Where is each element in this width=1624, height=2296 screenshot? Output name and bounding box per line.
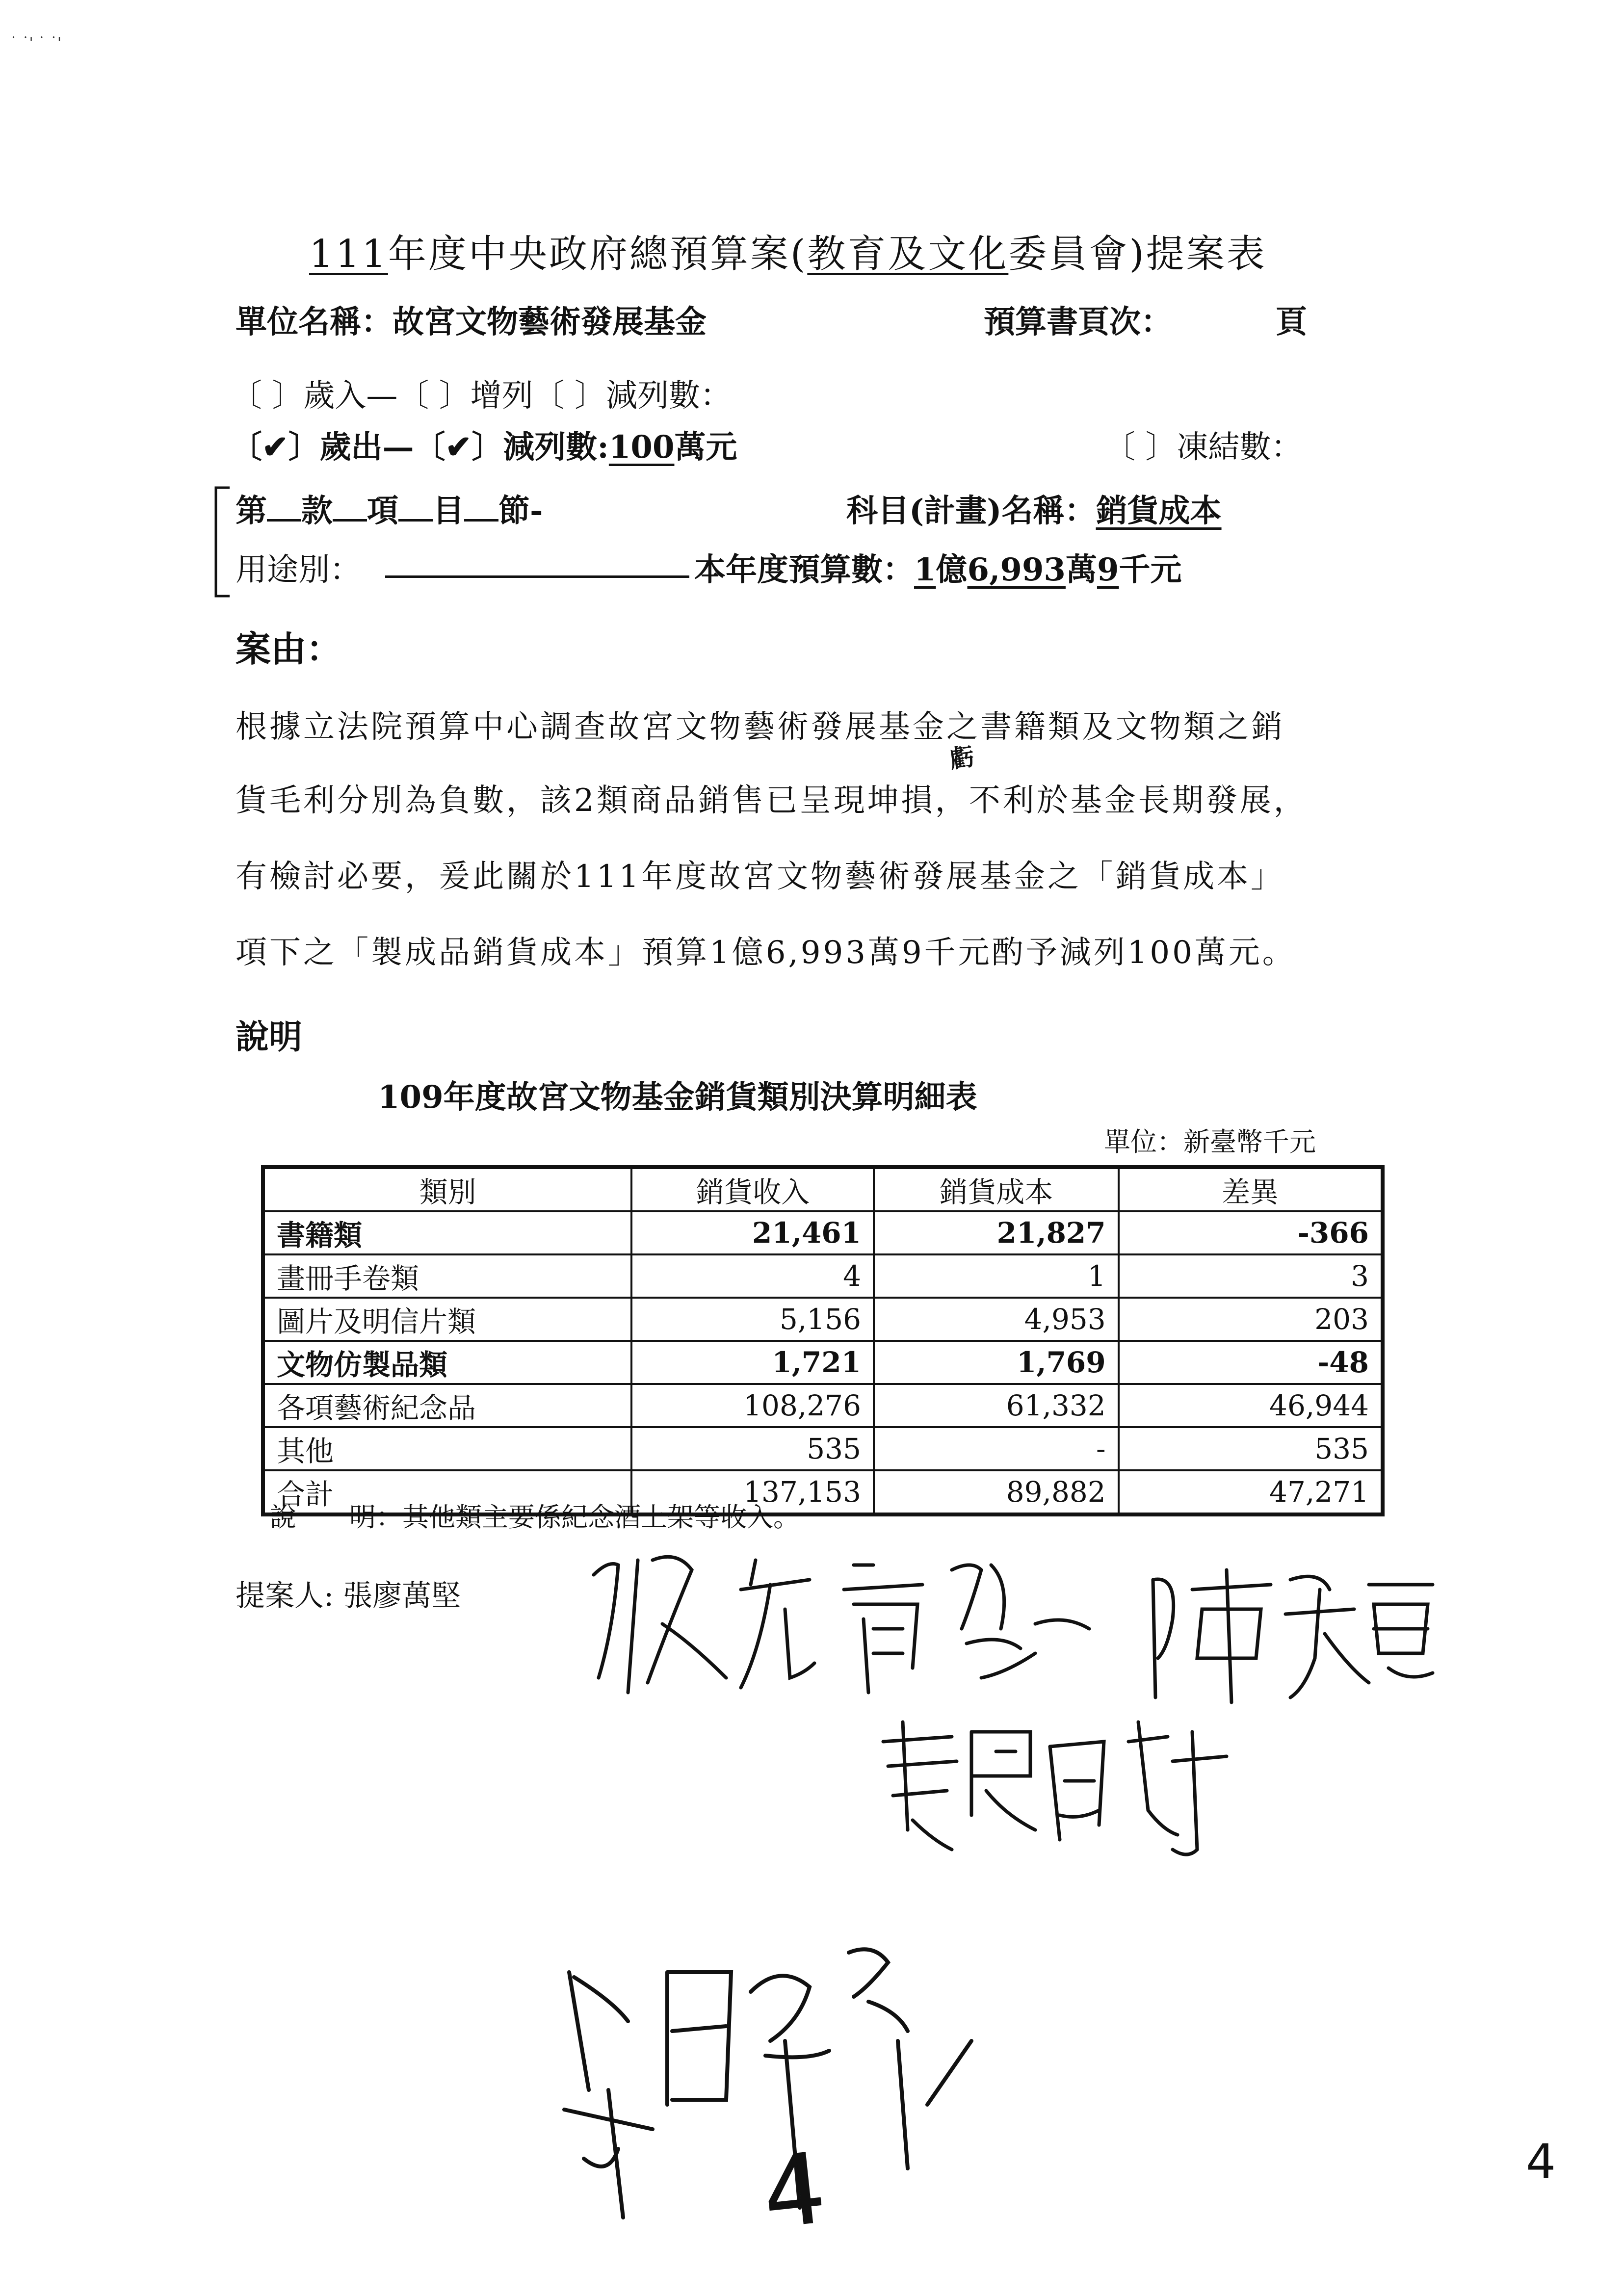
cell-cost: 1,769 — [874, 1341, 1119, 1384]
case-line-2: 貨毛利分別為負數，該2類商品銷售已呈現坤損，不利於基金長期發展， — [236, 783, 1308, 819]
header-diff: 差異 — [1119, 1167, 1383, 1211]
title-year: 111 — [309, 232, 388, 276]
table-row — [263, 1427, 1383, 1470]
cell-diff: 535 — [1119, 1427, 1383, 1470]
form-title — [309, 223, 1267, 278]
section-kuan-prefix: 第 — [236, 493, 267, 529]
section-jie: 節- — [498, 493, 543, 529]
expense-prefix: 〔✔〕歲出—〔✔〕減列數: — [231, 429, 609, 466]
cell-revenue: 108,276 — [631, 1384, 874, 1427]
cell-cost: 61,332 — [874, 1384, 1119, 1427]
table-row — [263, 1254, 1383, 1298]
subject-line — [846, 486, 1222, 531]
table-note: 說 明：其他類主要係紀念酒上架等收入。 — [270, 1502, 800, 1533]
table-row — [263, 1211, 1383, 1254]
expense-line — [231, 422, 737, 467]
cell-diff: 3 — [1119, 1254, 1383, 1298]
cell-category: 圖片及明信片類 — [263, 1298, 631, 1341]
freeze-label: 〔 〕凍結數： — [1104, 429, 1303, 466]
expense-suffix: 萬元 — [674, 429, 737, 466]
signature-chen-xiu-bao — [1143, 1560, 1438, 1717]
explain-heading: 說明 — [236, 1018, 303, 1057]
subject-value: 銷貨成本 — [1096, 493, 1222, 529]
case-line-1: 根據立法院預算中心調查故宮文物藝術發展基金之書籍類及文物類之銷 — [236, 709, 1285, 745]
unit-name: 單位名稱：故宮文物藝術發展基金 — [236, 304, 707, 340]
cell-revenue: 535 — [631, 1427, 874, 1470]
table-row — [263, 1298, 1383, 1341]
usage-blank — [385, 548, 689, 578]
subject-label: 科目(計畫)名稱： — [846, 493, 1096, 529]
header-category: 類別 — [263, 1167, 631, 1211]
cell-cost: - — [874, 1427, 1119, 1470]
table-row — [263, 1341, 1383, 1384]
cell-category: 其他 — [263, 1427, 631, 1470]
budget-page-label: 預算書頁次： — [984, 304, 1172, 340]
budget-yi: 1 — [914, 551, 936, 588]
correction-mark: 虧 — [947, 741, 976, 774]
budget-amount-line — [694, 545, 1181, 590]
cell-diff: -48 — [1119, 1341, 1383, 1384]
cell-cost: 4,953 — [874, 1298, 1119, 1341]
case-line-3: 有檢討必要，爰此關於111年度故宮文物藝術發展基金之「銷貨成本」 — [236, 859, 1285, 895]
budget-qian: 9 — [1097, 551, 1119, 588]
budget-qian-unit: 千元 — [1119, 551, 1182, 588]
cell-diff: 203 — [1119, 1298, 1383, 1341]
table-title: 109年度故宮文物基金銷貨類別決算明細表 — [378, 1079, 977, 1116]
title-end: 委員會)提案表 — [1008, 232, 1267, 276]
table-row — [263, 1384, 1383, 1427]
header-revenue: 銷貨收入 — [631, 1167, 874, 1211]
scan-specks: ˙ ˙' ˙ ˙' — [10, 34, 62, 52]
cell-cost: 21,827 — [874, 1211, 1119, 1254]
proposer-label: 提案人: 張廖萬堅 — [236, 1579, 461, 1613]
cell-category: 各項藝術紀念品 — [263, 1384, 631, 1427]
page-number: 4 — [1526, 2134, 1556, 2189]
cell-diff: -366 — [1119, 1211, 1383, 1254]
cell-category: 文物仿製品類 — [263, 1341, 631, 1384]
budget-yi-unit: 億 — [936, 551, 968, 588]
signature-zhang-liao — [579, 1531, 1094, 1717]
title-mid: 年度中央政府總預算案( — [388, 232, 808, 276]
budget-label: 本年度預算數： — [694, 551, 914, 588]
budget-wan: 6,993 — [967, 551, 1066, 588]
cell-cost: 1 — [874, 1254, 1119, 1298]
cell-revenue: 21,461 — [631, 1211, 874, 1254]
budget-wan-unit: 萬 — [1065, 551, 1097, 588]
handwritten-page-mark: 4 — [757, 2131, 832, 2252]
cell-revenue: 1,721 — [631, 1341, 874, 1384]
cell-category: 書籍類 — [263, 1211, 631, 1254]
signature-lai-pin-yu — [873, 1702, 1236, 1869]
section-xiang: 項 — [367, 493, 398, 529]
cell-category: 畫冊手卷類 — [263, 1254, 631, 1298]
usage-label: 用途別： — [236, 552, 361, 588]
cell-category: 合計 — [263, 1470, 631, 1514]
sales-detail-table — [261, 1165, 1385, 1516]
cell-cost: 89,882 — [874, 1470, 1119, 1514]
case-heading: 案由： — [236, 628, 342, 670]
budget-page-suffix: 頁 — [1276, 304, 1307, 340]
table-unit: 單位：新臺幣千元 — [1104, 1126, 1316, 1157]
table-header-row — [263, 1167, 1383, 1211]
expense-amount: 100 — [608, 429, 675, 466]
header-cost: 銷貨成本 — [874, 1167, 1119, 1211]
section-kuan: 款 — [301, 493, 333, 529]
cell-revenue: 137,153 — [631, 1470, 874, 1514]
case-line-4: 項下之「製成品銷貨成本」預算1億6,993萬9千元酌予減列100萬元。 — [236, 935, 1296, 971]
left-brace-icon — [211, 486, 231, 601]
cell-diff: 46,944 — [1119, 1384, 1383, 1427]
section-mu: 目 — [433, 493, 464, 529]
revenue-line: 〔 〕歲入—〔 〕增列〔 〕減列數： — [231, 378, 732, 414]
title-committee: 教育及文化 — [807, 232, 1009, 276]
section-line — [236, 486, 543, 531]
cell-revenue: 4 — [631, 1254, 874, 1298]
cell-diff: 47,271 — [1119, 1470, 1383, 1514]
cell-revenue: 5,156 — [631, 1298, 874, 1341]
